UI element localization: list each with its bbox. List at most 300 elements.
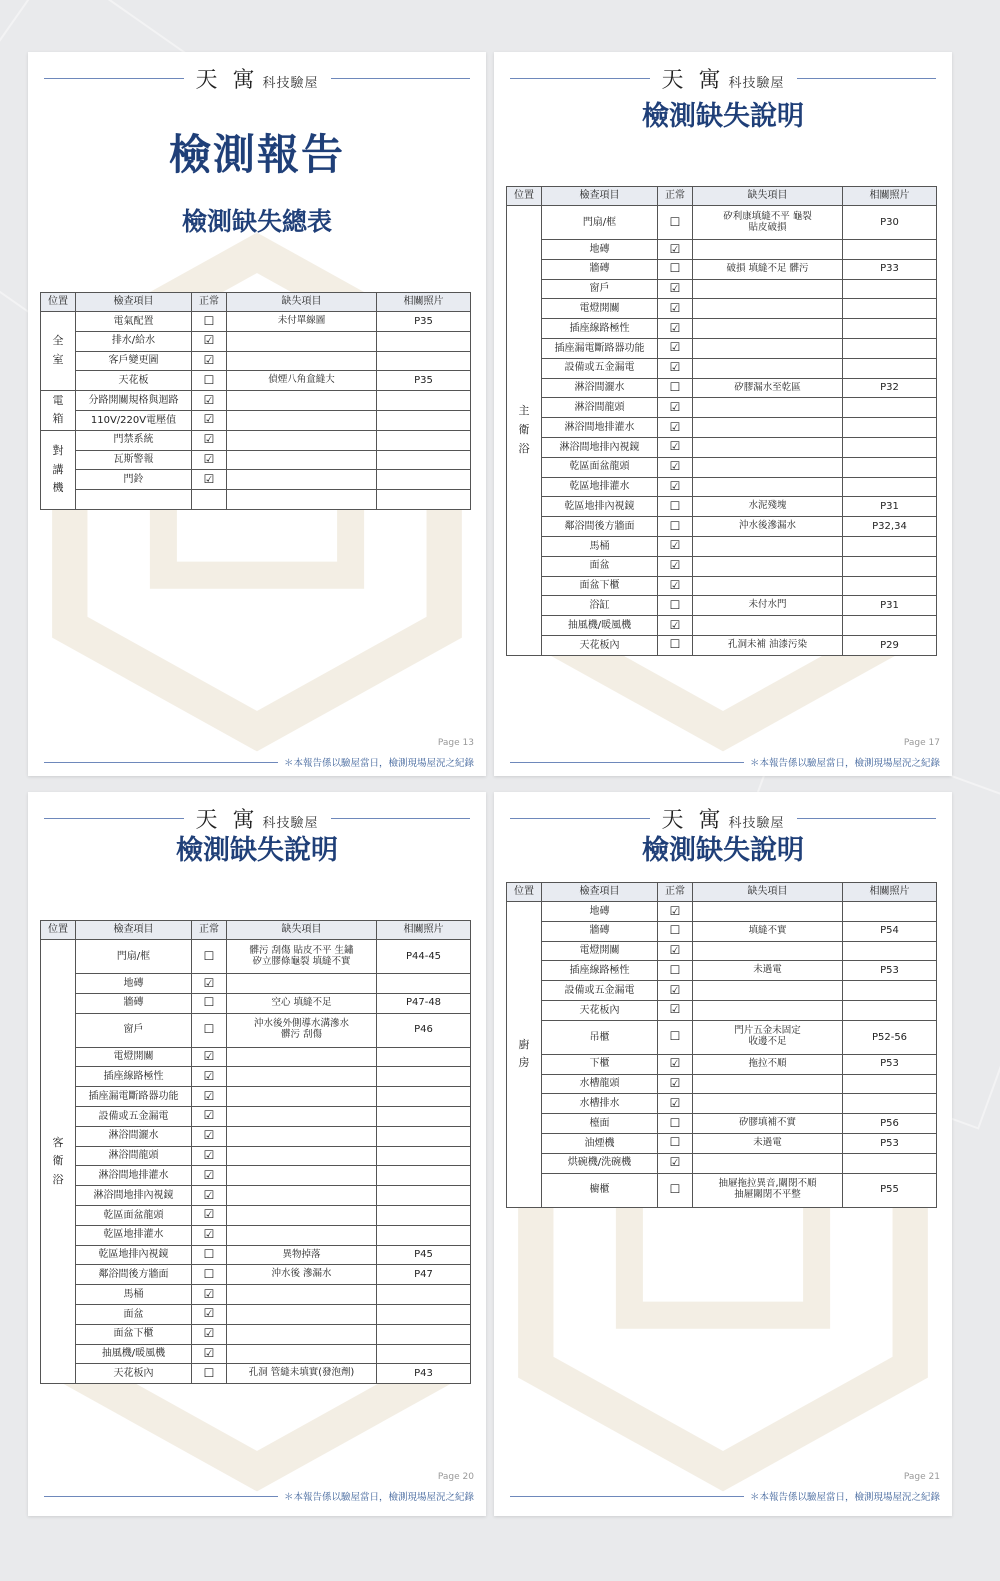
inspection-item-cell: 乾區地排灌水 bbox=[542, 477, 658, 497]
unchecked-box-icon: ☐ bbox=[203, 1247, 215, 1262]
page-number: Page 13 bbox=[437, 738, 474, 748]
normal-status-cell bbox=[192, 1146, 227, 1166]
table-row bbox=[507, 259, 937, 279]
checked-box-icon: ☑ bbox=[203, 392, 215, 407]
normal-status-cell bbox=[658, 902, 693, 922]
table-row bbox=[41, 1285, 471, 1305]
checked-box-icon: ☑ bbox=[669, 1002, 681, 1017]
table-row bbox=[507, 576, 937, 596]
checked-box-icon: ☑ bbox=[669, 439, 681, 454]
table-row bbox=[507, 1153, 937, 1173]
defect-description-cell bbox=[227, 490, 377, 510]
table-row bbox=[507, 279, 937, 299]
normal-status-cell bbox=[192, 1013, 227, 1047]
inspection-item-cell: 抽風機/暖風機 bbox=[542, 616, 658, 636]
defect-description-cell: 孔洞 管縫未填實(發泡劑) bbox=[227, 1364, 377, 1384]
normal-status-cell bbox=[658, 961, 693, 981]
photo-ref-cell: P31 bbox=[843, 497, 937, 517]
brand-name: 天 寓 bbox=[661, 67, 725, 93]
inspection-item-cell: 吊櫃 bbox=[542, 1020, 658, 1054]
checked-box-icon: ☑ bbox=[669, 340, 681, 355]
page-title: 檢測缺失說明 bbox=[176, 835, 338, 866]
photo-ref-cell bbox=[843, 279, 937, 299]
inspection-item-cell: 乾區地排內視鏡 bbox=[542, 497, 658, 517]
table-row bbox=[507, 1094, 937, 1114]
photo-ref-cell bbox=[377, 1186, 471, 1206]
normal-status-cell bbox=[658, 1020, 693, 1054]
normal-status-cell bbox=[658, 556, 693, 576]
normal-status-cell bbox=[658, 497, 693, 517]
inspection-item-cell: 鄰浴間後方牆面 bbox=[542, 517, 658, 537]
normal-status-cell bbox=[192, 312, 227, 332]
inspection-item-cell: 抽風機/暖風機 bbox=[76, 1344, 192, 1364]
column-header: 位置 bbox=[507, 883, 542, 902]
unchecked-box-icon: ☐ bbox=[669, 637, 681, 652]
table-row bbox=[41, 1126, 471, 1146]
inspection-item-cell: 淋浴間灑水 bbox=[542, 378, 658, 398]
inspection-item-cell: 淋浴間地排內視鏡 bbox=[542, 437, 658, 457]
photo-ref-cell: P35 bbox=[377, 312, 471, 332]
normal-status-cell bbox=[658, 1074, 693, 1094]
table-row bbox=[41, 450, 471, 470]
report-page-20 bbox=[28, 792, 486, 1516]
normal-status-cell bbox=[658, 1173, 693, 1207]
inspection-item-cell: 電燈開關 bbox=[76, 1047, 192, 1067]
photo-ref-cell: P32 bbox=[843, 378, 937, 398]
defect-description-cell: 門片五金未固定 收邊不足 bbox=[693, 1020, 843, 1054]
photo-ref-cell bbox=[843, 1074, 937, 1094]
inspection-item-cell: 門扇/框 bbox=[542, 206, 658, 240]
table-row bbox=[507, 1020, 937, 1054]
normal-status-cell bbox=[192, 1344, 227, 1364]
defect-description-cell bbox=[227, 1106, 377, 1126]
checked-box-icon: ☑ bbox=[203, 333, 215, 348]
checked-box-icon: ☑ bbox=[669, 578, 681, 593]
column-header: 相關照片 bbox=[377, 293, 471, 312]
location-cell: 客 衛 浴 bbox=[41, 940, 76, 1384]
table-row bbox=[41, 490, 471, 510]
photo-ref-cell bbox=[843, 418, 937, 438]
inspection-item-cell: 烘碗機/洗碗機 bbox=[542, 1153, 658, 1173]
photo-ref-cell: P55 bbox=[843, 1173, 937, 1207]
column-header: 位置 bbox=[41, 921, 76, 940]
brand-sub: 科技驗屋 bbox=[728, 815, 785, 831]
page-number: Page 20 bbox=[437, 1472, 474, 1482]
defect-description-cell bbox=[227, 1087, 377, 1107]
column-header: 缺失項目 bbox=[227, 921, 377, 940]
defect-description-cell bbox=[693, 398, 843, 418]
normal-status-cell bbox=[658, 1054, 693, 1074]
defect-description-cell: 抽屜拖拉異音,關閉不順 抽屜關閉不平整 bbox=[693, 1173, 843, 1207]
table-row bbox=[507, 517, 937, 537]
inspection-item-cell: 乾區面盆龍頭 bbox=[542, 457, 658, 477]
normal-status-cell bbox=[192, 410, 227, 430]
page-footer bbox=[44, 1489, 474, 1503]
normal-status-cell bbox=[658, 299, 693, 319]
defect-description-cell bbox=[693, 279, 843, 299]
normal-status-cell bbox=[658, 319, 693, 339]
brand-sub: 科技驗屋 bbox=[728, 75, 785, 91]
page-title: 檢測缺失說明 bbox=[642, 835, 804, 866]
checked-box-icon: ☑ bbox=[669, 1056, 681, 1071]
column-header: 正常 bbox=[658, 883, 693, 902]
inspection-item-cell: 門鈴 bbox=[76, 470, 192, 490]
column-header: 缺失項目 bbox=[693, 187, 843, 206]
normal-status-cell bbox=[658, 437, 693, 457]
unchecked-box-icon: ☐ bbox=[203, 995, 215, 1010]
table-row bbox=[507, 1074, 937, 1094]
defect-description-cell bbox=[227, 1166, 377, 1186]
defect-description-cell bbox=[227, 1047, 377, 1067]
page-footer bbox=[510, 1489, 940, 1503]
table-row bbox=[507, 1173, 937, 1207]
brand-sub: 科技驗屋 bbox=[262, 75, 319, 91]
table-row bbox=[507, 477, 937, 497]
photo-ref-cell bbox=[377, 450, 471, 470]
table-row bbox=[41, 1245, 471, 1265]
unchecked-box-icon: ☐ bbox=[203, 372, 215, 387]
normal-status-cell bbox=[658, 1153, 693, 1173]
defect-table bbox=[40, 292, 471, 510]
photo-ref-cell: P54 bbox=[843, 921, 937, 941]
column-header: 缺失項目 bbox=[693, 883, 843, 902]
unchecked-box-icon: ☐ bbox=[203, 1022, 215, 1037]
photo-ref-cell bbox=[377, 1304, 471, 1324]
photo-ref-cell: P53 bbox=[843, 1133, 937, 1153]
location-cell: 全 室 bbox=[41, 312, 76, 391]
table-row bbox=[507, 437, 937, 457]
checked-box-icon: ☑ bbox=[669, 617, 681, 632]
defect-description-cell: 沖水後 滲漏水 bbox=[227, 1265, 377, 1285]
inspection-item-cell: 面盆 bbox=[542, 556, 658, 576]
table-row bbox=[507, 556, 937, 576]
photo-ref-cell bbox=[843, 616, 937, 636]
inspection-item-cell: 天花板內 bbox=[76, 1364, 192, 1384]
normal-status-cell bbox=[192, 430, 227, 450]
photo-ref-cell: P30 bbox=[843, 206, 937, 240]
inspection-item-cell: 分路開關規格與迴路 bbox=[76, 391, 192, 411]
checked-box-icon: ☑ bbox=[203, 471, 215, 486]
table-row bbox=[507, 635, 937, 655]
normal-status-cell bbox=[658, 981, 693, 1001]
photo-ref-cell bbox=[843, 1000, 937, 1020]
location-cell: 廚 房 bbox=[507, 902, 542, 1208]
inspection-item-cell bbox=[76, 490, 192, 510]
inspection-item-cell: 乾區地排內視鏡 bbox=[76, 1245, 192, 1265]
table-header-row bbox=[507, 187, 937, 206]
defect-description-cell: 空心 填縫不足 bbox=[227, 993, 377, 1013]
photo-ref-cell: P52-56 bbox=[843, 1020, 937, 1054]
unchecked-box-icon: ☐ bbox=[203, 1266, 215, 1281]
column-header: 檢查項目 bbox=[76, 293, 192, 312]
inspection-item-cell: 門禁系統 bbox=[76, 430, 192, 450]
normal-status-cell bbox=[192, 1166, 227, 1186]
table-row bbox=[41, 1146, 471, 1166]
normal-status-cell bbox=[192, 331, 227, 351]
inspection-item-cell: 插座線路極性 bbox=[76, 1067, 192, 1087]
inspection-item-cell: 插座漏電斷路器功能 bbox=[76, 1087, 192, 1107]
normal-status-cell bbox=[658, 517, 693, 537]
table-row bbox=[41, 974, 471, 994]
defect-description-cell: 矽膠填補不實 bbox=[693, 1114, 843, 1134]
footer-note: ＊本報告係以驗屋當日，檢測現場屋況之紀錄 bbox=[749, 1492, 940, 1503]
inspection-item-cell: 設備或五金漏電 bbox=[542, 981, 658, 1001]
table-header-row bbox=[41, 293, 471, 312]
inspection-item-cell: 地磚 bbox=[76, 974, 192, 994]
normal-status-cell bbox=[658, 1114, 693, 1134]
photo-ref-cell: P35 bbox=[377, 371, 471, 391]
column-header: 相關照片 bbox=[377, 921, 471, 940]
normal-status-cell bbox=[658, 576, 693, 596]
normal-status-cell bbox=[192, 1225, 227, 1245]
unchecked-box-icon: ☐ bbox=[669, 1182, 681, 1197]
checked-box-icon: ☑ bbox=[669, 558, 681, 573]
footer-note: ＊本報告係以驗屋當日，檢測現場屋況之紀錄 bbox=[749, 758, 940, 769]
checked-box-icon: ☑ bbox=[669, 241, 681, 256]
inspection-item-cell: 櫥櫃 bbox=[542, 1173, 658, 1207]
inspection-item-cell: 設備或五金漏電 bbox=[542, 358, 658, 378]
defect-description-cell bbox=[227, 1344, 377, 1364]
normal-status-cell bbox=[192, 993, 227, 1013]
photo-ref-cell: P31 bbox=[843, 596, 937, 616]
footer-note: ＊本報告係以驗屋當日，檢測現場屋況之紀錄 bbox=[283, 1492, 474, 1503]
defect-description-cell bbox=[693, 437, 843, 457]
unchecked-box-icon: ☐ bbox=[669, 214, 681, 229]
table-row bbox=[41, 410, 471, 430]
normal-status-cell bbox=[192, 1126, 227, 1146]
defect-description-cell bbox=[227, 1186, 377, 1206]
normal-status-cell bbox=[658, 1000, 693, 1020]
photo-ref-cell bbox=[377, 1047, 471, 1067]
checked-box-icon: ☑ bbox=[669, 300, 681, 315]
defect-description-cell bbox=[227, 470, 377, 490]
defect-description-cell: 沖水後滲漏水 bbox=[693, 517, 843, 537]
defect-description-cell bbox=[227, 1205, 377, 1225]
inspection-item-cell: 電氣配置 bbox=[76, 312, 192, 332]
unchecked-box-icon: ☐ bbox=[669, 1135, 681, 1150]
defect-description-cell bbox=[693, 338, 843, 358]
normal-status-cell bbox=[658, 1133, 693, 1153]
report-page-21 bbox=[494, 792, 952, 1516]
defect-description-cell bbox=[693, 1153, 843, 1173]
checked-box-icon: ☑ bbox=[669, 903, 681, 918]
checked-box-icon: ☑ bbox=[203, 412, 215, 427]
photo-ref-cell: P53 bbox=[843, 1054, 937, 1074]
table-row bbox=[41, 1205, 471, 1225]
normal-status-cell bbox=[192, 1087, 227, 1107]
defect-description-cell: 破損 填縫不足 髒污 bbox=[693, 259, 843, 279]
photo-ref-cell bbox=[843, 477, 937, 497]
inspection-item-cell: 電燈開關 bbox=[542, 299, 658, 319]
normal-status-cell bbox=[658, 1094, 693, 1114]
inspection-item-cell: 牆磚 bbox=[542, 259, 658, 279]
inspection-item-cell: 淋浴間灑水 bbox=[76, 1126, 192, 1146]
table-row bbox=[41, 1364, 471, 1384]
checked-box-icon: ☑ bbox=[669, 538, 681, 553]
normal-status-cell bbox=[658, 206, 693, 240]
normal-status-cell bbox=[658, 635, 693, 655]
normal-status-cell bbox=[658, 240, 693, 260]
inspection-item-cell: 鄰浴間後方牆面 bbox=[76, 1265, 192, 1285]
normal-status-cell bbox=[658, 921, 693, 941]
photo-ref-cell bbox=[377, 470, 471, 490]
photo-ref-cell bbox=[843, 457, 937, 477]
inspection-item-cell: 乾區面盆龍頭 bbox=[76, 1205, 192, 1225]
table-header-row bbox=[507, 883, 937, 902]
inspection-item-cell: 插座線路極性 bbox=[542, 319, 658, 339]
photo-ref-cell: P56 bbox=[843, 1114, 937, 1134]
table-row bbox=[41, 1344, 471, 1364]
defect-description-cell bbox=[227, 351, 377, 371]
checked-box-icon: ☑ bbox=[203, 1049, 215, 1064]
table-row bbox=[41, 1106, 471, 1126]
photo-ref-cell bbox=[843, 398, 937, 418]
table-row bbox=[507, 358, 937, 378]
checked-box-icon: ☑ bbox=[203, 432, 215, 447]
photo-ref-cell bbox=[843, 902, 937, 922]
defect-description-cell: 孔洞未補 油漆污染 bbox=[693, 635, 843, 655]
defect-description-cell bbox=[227, 1304, 377, 1324]
table-row bbox=[507, 1054, 937, 1074]
defect-description-cell: 沖水後外側導水溝滲水 髒污 刮傷 bbox=[227, 1013, 377, 1047]
unchecked-box-icon: ☐ bbox=[669, 923, 681, 938]
column-header: 缺失項目 bbox=[227, 293, 377, 312]
unchecked-box-icon: ☐ bbox=[669, 518, 681, 533]
defect-description-cell: 異物掉落 bbox=[227, 1245, 377, 1265]
defect-description-cell bbox=[693, 418, 843, 438]
column-header: 正常 bbox=[192, 921, 227, 940]
photo-ref-cell bbox=[377, 1146, 471, 1166]
inspection-item-cell: 客戶變更圖 bbox=[76, 351, 192, 371]
defect-description-cell bbox=[693, 941, 843, 961]
inspection-item-cell: 乾區地排灌水 bbox=[76, 1225, 192, 1245]
defect-description-cell bbox=[693, 902, 843, 922]
inspection-item-cell: 瓦斯警報 bbox=[76, 450, 192, 470]
photo-ref-cell bbox=[843, 1153, 937, 1173]
table-row bbox=[41, 1166, 471, 1186]
checked-box-icon: ☑ bbox=[669, 1155, 681, 1170]
location-cell: 電 箱 bbox=[41, 391, 76, 431]
defect-description-cell bbox=[693, 299, 843, 319]
normal-status-cell bbox=[658, 418, 693, 438]
normal-status-cell bbox=[658, 457, 693, 477]
defect-table bbox=[40, 920, 471, 1384]
table-row bbox=[41, 1067, 471, 1087]
normal-status-cell bbox=[658, 616, 693, 636]
inspection-item-cell: 馬桶 bbox=[76, 1285, 192, 1305]
defect-description-cell bbox=[693, 358, 843, 378]
unchecked-box-icon: ☐ bbox=[669, 962, 681, 977]
checked-box-icon: ☑ bbox=[203, 1088, 215, 1103]
defect-description-cell bbox=[693, 981, 843, 1001]
column-header: 相關照片 bbox=[843, 883, 937, 902]
defect-description-cell bbox=[227, 331, 377, 351]
photo-ref-cell bbox=[377, 1324, 471, 1344]
photo-ref-cell bbox=[377, 410, 471, 430]
defect-description-cell bbox=[693, 319, 843, 339]
table-row bbox=[41, 371, 471, 391]
inspection-item-cell: 下櫃 bbox=[542, 1054, 658, 1074]
table-row bbox=[507, 206, 937, 240]
unchecked-box-icon: ☐ bbox=[669, 380, 681, 395]
normal-status-cell bbox=[192, 1106, 227, 1126]
page-header bbox=[510, 62, 936, 94]
defect-description-cell: 矽膠漏水至乾區 bbox=[693, 378, 843, 398]
table-row bbox=[41, 430, 471, 450]
report-page-17 bbox=[494, 52, 952, 776]
defect-description-cell bbox=[227, 410, 377, 430]
photo-ref-cell bbox=[377, 1344, 471, 1364]
table-row bbox=[41, 1047, 471, 1067]
defect-description-cell: 未付單線圖 bbox=[227, 312, 377, 332]
table-row bbox=[507, 902, 937, 922]
photo-ref-cell bbox=[843, 556, 937, 576]
defect-description-cell bbox=[227, 391, 377, 411]
normal-status-cell bbox=[658, 338, 693, 358]
inspection-item-cell: 窗戶 bbox=[76, 1013, 192, 1047]
normal-status-cell bbox=[192, 1245, 227, 1265]
unchecked-box-icon: ☐ bbox=[203, 313, 215, 328]
defect-description-cell bbox=[693, 1074, 843, 1094]
inspection-item-cell: 地磚 bbox=[542, 902, 658, 922]
checked-box-icon: ☑ bbox=[669, 1076, 681, 1091]
normal-status-cell bbox=[658, 477, 693, 497]
inspection-item-cell: 門扇/框 bbox=[76, 940, 192, 974]
photo-ref-cell bbox=[843, 240, 937, 260]
photo-ref-cell bbox=[377, 1106, 471, 1126]
inspection-item-cell: 排水/給水 bbox=[76, 331, 192, 351]
normal-status-cell bbox=[192, 1205, 227, 1225]
defect-description-cell bbox=[227, 974, 377, 994]
report-page-13 bbox=[28, 52, 486, 776]
page-header bbox=[44, 62, 470, 94]
checked-box-icon: ☑ bbox=[669, 320, 681, 335]
defect-description-cell bbox=[227, 430, 377, 450]
normal-status-cell bbox=[658, 358, 693, 378]
checked-box-icon: ☑ bbox=[669, 982, 681, 997]
photo-ref-cell: P44-45 bbox=[377, 940, 471, 974]
table-row bbox=[507, 497, 937, 517]
checked-box-icon: ☑ bbox=[669, 360, 681, 375]
checked-box-icon: ☑ bbox=[203, 1108, 215, 1123]
photo-ref-cell bbox=[843, 1094, 937, 1114]
defect-description-cell bbox=[693, 240, 843, 260]
checked-box-icon: ☑ bbox=[203, 1227, 215, 1242]
page-footer bbox=[44, 755, 474, 769]
table-row bbox=[41, 351, 471, 371]
table-row bbox=[507, 378, 937, 398]
defect-description-cell bbox=[227, 1146, 377, 1166]
checked-box-icon: ☑ bbox=[203, 1286, 215, 1301]
photo-ref-cell bbox=[843, 358, 937, 378]
checked-box-icon: ☑ bbox=[203, 1128, 215, 1143]
inspection-item-cell: 水槽龍頭 bbox=[542, 1074, 658, 1094]
normal-status-cell bbox=[192, 1304, 227, 1324]
table-row bbox=[41, 940, 471, 974]
table-row bbox=[41, 1324, 471, 1344]
defect-description-cell: 未付水門 bbox=[693, 596, 843, 616]
checked-box-icon: ☑ bbox=[203, 452, 215, 467]
defect-description-cell bbox=[693, 1094, 843, 1114]
page-title: 檢測缺失說明 bbox=[642, 101, 804, 132]
photo-ref-cell: P33 bbox=[843, 259, 937, 279]
inspection-item-cell: 牆磚 bbox=[542, 921, 658, 941]
photo-ref-cell bbox=[843, 576, 937, 596]
table-row bbox=[41, 1013, 471, 1047]
column-header: 位置 bbox=[507, 187, 542, 206]
checked-box-icon: ☑ bbox=[203, 1346, 215, 1361]
page-title: 檢測缺失總表 bbox=[181, 207, 332, 236]
